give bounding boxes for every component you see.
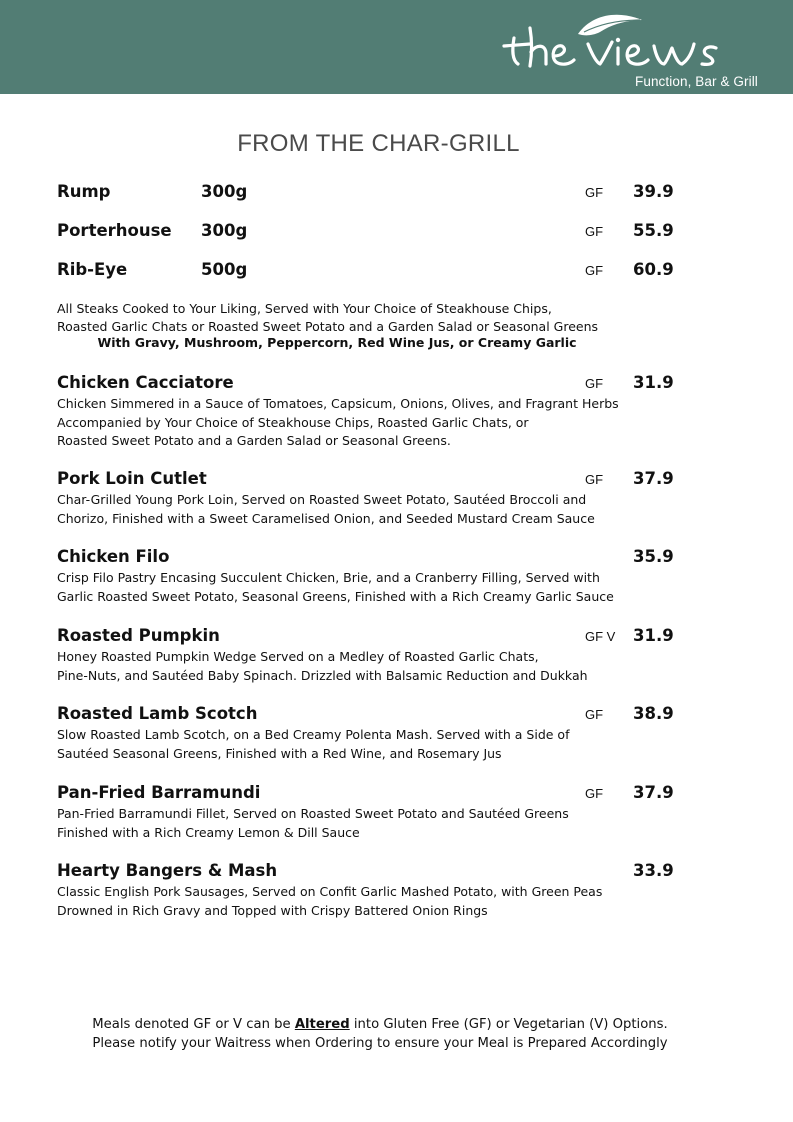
dietary-tag: GF <box>585 185 604 200</box>
steak-price: 60.9 <box>633 260 674 279</box>
steak-weight: 300g <box>201 182 248 201</box>
dietary-tag: GF V <box>585 629 616 644</box>
item-name: Chicken Filo <box>57 547 170 566</box>
item-name: Chicken Cacciatore <box>57 373 234 392</box>
steak-weight: 500g <box>201 260 248 279</box>
item-name: Hearty Bangers & Mash <box>57 861 278 880</box>
dietary-tag: GF <box>585 376 604 391</box>
footer-line-1 <box>60 1015 700 1034</box>
steak-name: Rib-Eye <box>57 260 128 279</box>
steak-price: 55.9 <box>633 221 674 240</box>
header-banner <box>0 0 793 94</box>
dietary-tag: GF <box>585 224 604 239</box>
section-title: FROM THE CHAR-GRILL <box>237 130 520 157</box>
leaf-logo-icon <box>500 8 785 78</box>
item-name: Pan-Fried Barramundi <box>57 783 261 802</box>
item-price: 37.9 <box>633 469 674 488</box>
item-price: 33.9 <box>633 861 674 880</box>
menu-item <box>57 704 747 763</box>
steak-note: All Steaks Cooked to Your Liking, Served with Your Choice of Steakhouse Chips, Roasted Garlic Chats or Roasted Sweet Potato and a Garden Salad or Seasonal Greens <box>57 301 599 334</box>
menu-item <box>57 547 747 606</box>
steak-name: Rump <box>57 182 111 201</box>
steak-name: Porterhouse <box>57 221 172 240</box>
footer-text: into Gluten Free (GF) or Vegetarian (V) Options. <box>349 1017 668 1032</box>
item-description: Char-Grilled Young Pork Loin, Served on Roasted Sweet Potato, Sautéed Broccoli and Chorizo, Finished with a Sweet Caramelised Onion, and Seeded Mustard Cream Sauce <box>57 492 595 526</box>
dietary-tag: GF <box>585 472 604 487</box>
steak-row <box>57 182 737 206</box>
menu-item <box>57 626 747 685</box>
item-price: 35.9 <box>633 547 674 566</box>
item-price: 37.9 <box>633 783 674 802</box>
steak-weight: 300g <box>201 221 248 240</box>
brand-tagline: Function, Bar & Grill <box>635 74 758 89</box>
menu-item <box>57 783 747 842</box>
menu-item <box>57 861 747 920</box>
item-description: Chicken Simmered in a Sauce of Tomatoes, Capsicum, Onions, Olives, and Fragrant Herbs Accompanied by Your Choice of Steakhouse Chips, Roasted Garlic Chats, or Roasted Sweet Potato and a Garden Salad or Seasonal Greens. <box>57 396 619 448</box>
footer-line-2: Please notify your Waitress when Ordering to ensure your Meal is Prepared Accordingly <box>92 1036 668 1051</box>
item-price: 38.9 <box>633 704 674 723</box>
steak-row <box>57 260 737 284</box>
menu-item <box>57 373 747 451</box>
dietary-tag: GF <box>585 707 604 722</box>
brand-logo <box>500 8 785 92</box>
item-description: Pan-Fried Barramundi Fillet, Served on Roasted Sweet Potato and Sautéed Greens Finished with a Rich Creamy Lemon & Dill Sauce <box>57 806 569 840</box>
steak-price: 39.9 <box>633 182 674 201</box>
footer-note <box>60 1015 700 1053</box>
item-description: Slow Roasted Lamb Scotch, on a Bed Creamy Polenta Mash. Served with a Side of Sautéed Seasonal Greens, Finished with a Red Wine, and Rosemary Jus <box>57 727 570 761</box>
item-name: Roasted Pumpkin <box>57 626 220 645</box>
menu-item <box>57 469 747 528</box>
item-name: Roasted Lamb Scotch <box>57 704 258 723</box>
dietary-tag: GF <box>585 263 604 278</box>
item-price: 31.9 <box>633 373 674 392</box>
item-description: Crisp Filo Pastry Encasing Succulent Chicken, Brie, and a Cranberry Filling, Served with Garlic Roasted Sweet Potato, Seasonal Greens, Finished with a Rich Creamy Garlic Sauce <box>57 570 614 604</box>
item-price: 31.9 <box>633 626 674 645</box>
footer-emphasis: Altered <box>294 1017 350 1032</box>
footer-text: Meals denoted GF or V can be <box>92 1017 295 1032</box>
steak-row <box>57 221 737 245</box>
steak-sauces: With Gravy, Mushroom, Peppercorn, Red Wine Jus, or Creamy Garlic <box>97 335 577 350</box>
item-description: Classic English Pork Sausages, Served on Confit Garlic Mashed Potato, with Green Peas Drowned in Rich Gravy and Topped with Crispy Battered Onion Rings <box>57 884 603 918</box>
item-description: Honey Roasted Pumpkin Wedge Served on a Medley of Roasted Garlic Chats, Pine-Nuts, and Sautéed Baby Spinach. Drizzled with Balsamic Reduction and Dukkah <box>57 649 588 683</box>
item-name: Pork Loin Cutlet <box>57 469 207 488</box>
dietary-tag: GF <box>585 786 604 801</box>
